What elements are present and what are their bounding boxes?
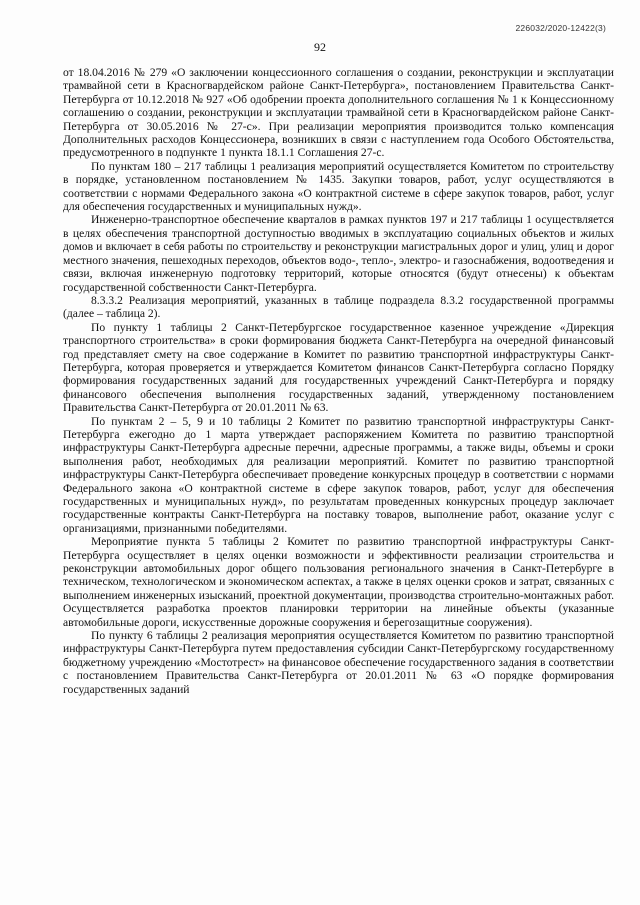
paragraph-section-8-3-3-2: 8.3.3.2 Реализация мероприятий, указанных в таблице подраздела 8.3.2 государственной программы (далее – таблица 2). <box>63 293 614 321</box>
paragraph-items-180-217: По пунктам 180 – 217 таблицы 1 реализация мероприятий осуществляется Комитетом по строительству в порядке, установленном постановлением № 1435. Закупки товаров, работ, услуг осуществляются в соответствии с нормами Федерального закона «О контрактной системе в сфере закупок товаров, работ, услуг для обеспечения государственных и муниципальных нужд». <box>63 159 614 214</box>
paragraph-table2-item1: По пункту 1 таблицы 2 Санкт-Петербургское государственное казенное учреждение «Дирекция транспортного строительства» в сроки формирования бюджета Санкт-Петербурга на очередной финансовый год представляет смету на свое содержание в Комитет по развитию транспортной инфраструктуры Санкт-Петербурга, которая проверяется и утверждается Комитетом финансов Санкт-Петербурга согласно Порядку формирования государственных заданий для государственных учреждений Санкт-Петербурга и порядку финансового обеспечения выполнения государственных заданий, утвержденному постановлением Правительства Санкт-Петербурга от 20.01.2011 № 63. <box>63 320 614 415</box>
paragraph-table2-item5: Мероприятие пункта 5 таблицы 2 Комитет по развитию транспортной инфраструктуры Санкт-Петербурга осуществляет в целях оценки возможности и эффективности реализации строительства и реконструкции автомобильных дорог общего пользования регионального значения в Санкт-Петербурге в техническом, технологическом и экономическом аспектах, а также в целях оценки сроков и затрат, связанных с выполнением инженерных изысканий, проектной документации, производства строительно-монтажных работ. Осуществляется разработка проектов планировки территории на линейные объекты (указанные автомобильные дороги, искусственные дорожные сооружения и берегозащитные сооружения). <box>63 535 614 629</box>
paragraph-concession-agreement: от 18.04.2016 № 279 «О заключении концессионного соглашения о создании, реконструкции и эксплуатации трамвайной сети в Красногвардейском районе Санкт-Петербурга», постановлением Правительства Санкт-Петербурга от 10.12.2018 № 927 «Об одобрении проекта дополнительного соглашения № 1 к Концессионному соглашению о создании, реконструкции и эксплуатации трамвайной сети в Красногвардейском районе Санкт-Петербурга от 30.05.2016 № 27-с». При реализации мероприятия производится только компенсация Дополнительных расходов Концессионера, возникших в связи с наступлением года Особого Обстоятельства, предусмотренного в подпункте 1 пункта 18.1.1 Соглашения 27-с. <box>63 66 614 160</box>
paragraph-table2-items-2-5-9-10: По пунктам 2 – 5, 9 и 10 таблицы 2 Комитет по развитию транспортной инфраструктуры Санкт-Петербурга ежегодно до 1 марта утверждает распоряжением Комитета по развитию транспортной инфраструктуры Санкт-Петербурга адресные перечни, адресные программы, а также виды, объемы и сроки выполнения работ, необходимых для реализации мероприятий. Комитет по развитию транспортной инфраструктуры Санкт-Петербурга обеспечивает проведение конкурсных процедур в соответствии с нормами Федерального закона «О контрактной системе в сфере закупок товаров, работ, услуг для обеспечения государственных и муниципальных нужд», по результатам проведенных конкурсных процедур заключает государственные контракты Санкт-Петербурга на поставку товаров, выполнение работ, оказание услуг с организациями, признанными победителями. <box>63 414 614 535</box>
document-registration-code: 226032/2020-12422(3) <box>515 23 606 33</box>
paragraph-engineering-support: Инженерно-транспортное обеспечение кварталов в рамках пунктов 197 и 217 таблицы 1 осуществляется в целях обеспечения транспортной доступностью вводимых в эксплуатацию социальных объектов и жилых домов и включает в себя работы по строительству и реконструкции магистральных дорог и улиц, улиц и дорог местного значения, пешеходных переходов, объектов водо-, тепло-, электро- и газоснабжения, водоотведения и связи, включая инженерную подготовку территорий, которые относятся (будут отнесены) к объектам государственной собственности Санкт-Петербурга. <box>63 213 614 294</box>
page-number: 92 <box>314 40 326 54</box>
paragraph-table2-item6: По пункту 6 таблицы 2 реализация мероприятия осуществляется Комитетом по развитию транспортной инфраструктуры Санкт-Петербурга путем предоставления субсидии Санкт-Петербургскому государственному бюджетному учреждению «Мостотрест» на финансовое обеспечение государственного задания в соответствии с постановлением Правительства Санкт-Петербурга от 20.01.2011 № 63 «О порядке формирования государственных заданий <box>63 629 614 696</box>
document-body <box>63 66 614 696</box>
